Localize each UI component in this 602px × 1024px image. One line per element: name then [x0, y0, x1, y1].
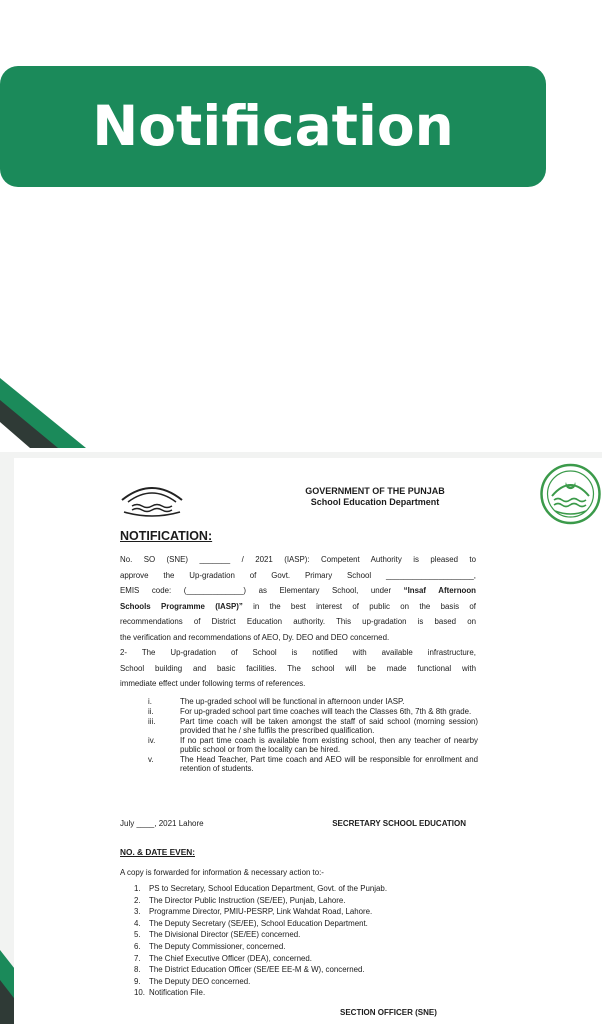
para1-line-2: approve the Up-gradation of Govt. Primary School ____________________,	[120, 570, 476, 580]
para2-line-3: immediate effect under following terms of references.	[120, 679, 306, 688]
list-item: 9. The Deputy DEO concerned.	[134, 976, 251, 986]
letterhead-department: School Education Department	[310, 497, 440, 507]
para1-line-3: EMIS code: (_____________) as Elementary School, under “Insaf Afternoon	[120, 586, 476, 595]
term-item: v. The Head Teacher, Part time coach and AEO will be responsible for enrollment and retention of students.	[148, 755, 478, 773]
list-item: 8. The District Education Officer (SE/EE EE-M & W), concerned.	[134, 965, 365, 975]
secretary-signature: SECRETARY SCHOOL EDUCATION	[332, 819, 466, 828]
document-letterhead	[250, 486, 500, 508]
copy-recipients-list	[134, 883, 474, 999]
banner-title: Notification	[92, 94, 454, 158]
list-item: 4. The Deputy Secretary (SE/EE), School Education Department.	[134, 918, 368, 928]
para1-line-1: No. SO (SNE) _______ / 2021 (IASP): Competent Authority is pleased to	[120, 555, 476, 564]
list-item: 6. The Deputy Commissioner, concerned.	[134, 941, 286, 951]
notification-banner	[0, 66, 546, 187]
list-item: 7. The Chief Executive Officer (DEA), concerned.	[134, 953, 312, 963]
corner-stripes-decoration	[0, 378, 90, 452]
list-item: 2. The Director Public Instruction (SE/EE), Punjab, Lahore.	[134, 895, 346, 905]
paragraph-1	[120, 552, 476, 645]
date-place: July ____, 2021 Lahore	[120, 819, 204, 828]
term-item: ii. For up-graded school part time coaches will teach the Classes 6th, 7th & 8th grade.	[148, 707, 472, 716]
list-item: 5. The Divisional Director (SE/EE) concerned.	[134, 930, 301, 940]
letterhead-government: GOVERNMENT OF THE PUNJAB	[305, 486, 445, 496]
paragraph-2	[120, 645, 476, 692]
copy-forwarded-intro: A copy is forwarded for information & necessary action to:-	[120, 868, 324, 877]
punjab-emblem-icon	[118, 474, 186, 518]
punjab-emblem-green-icon	[539, 460, 602, 528]
para1-line-4: Schools Programme (IASP)” in the best interest of public on the basis of	[120, 601, 476, 611]
section-officer-signature: SECTION OFFICER (SNE)	[340, 1008, 437, 1017]
list-item: 3. Programme Director, PMIU-PESRP, Link Wahdat Road, Lahore.	[134, 907, 373, 917]
para1-line-6: the verification and recommendations of AEO, Dy. DEO and DEO concerned.	[120, 632, 390, 642]
terms-of-reference-list	[148, 697, 478, 774]
no-date-even-heading: NO. & DATE EVEN:	[120, 847, 195, 857]
term-item: iii. Part time coach will be taken amongst the staff of said school (morning session) provided that he / she fulfils the prescribed qualification.	[148, 717, 478, 735]
para1-line-5: recommendations of District Education authority. This up-gradation is based on	[120, 617, 476, 626]
list-item: 10. Notification File.	[134, 988, 206, 998]
notification-heading: NOTIFICATION:	[120, 529, 213, 543]
list-item: 1. PS to Secretary, School Education Department, Govt. of the Punjab.	[134, 884, 388, 893]
term-item: iv. If no part time coach is available from existing school, then any teacher of nearby public school or from the locality can be hired.	[148, 736, 478, 754]
para2-line-2: School building and basic facilities. The school will be made functional with	[120, 663, 476, 673]
term-item: i. The up-graded school will be functional in afternoon under IASP.	[148, 697, 405, 706]
para2-line-1: 2- The Up-gradation of School is notified with available infrastructure,	[120, 648, 476, 657]
